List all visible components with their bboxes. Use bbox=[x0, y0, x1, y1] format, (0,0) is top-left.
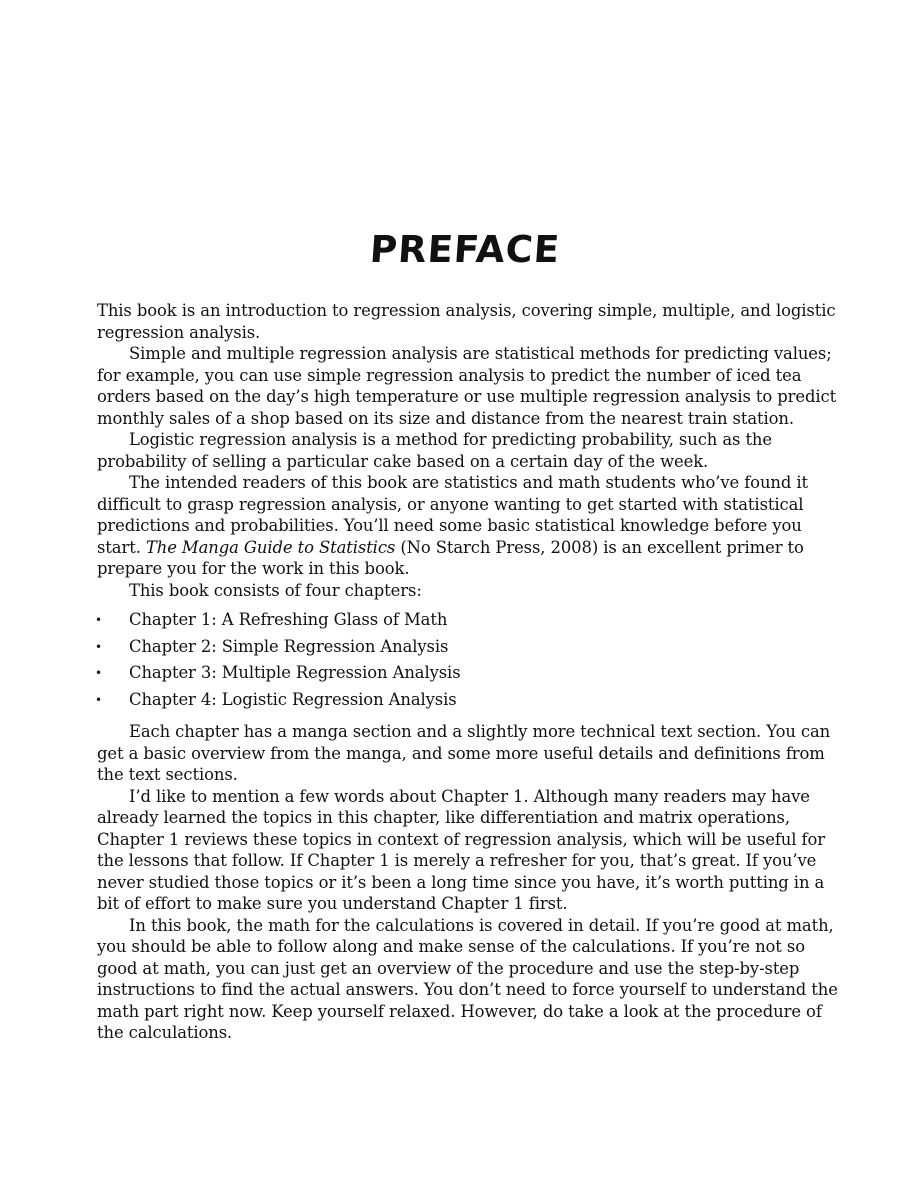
bullet-icon: • bbox=[95, 666, 102, 680]
paragraph-chapters-intro: This book consists of four chapters: bbox=[129, 580, 422, 600]
paragraph-math: In this book, the math for the calculations is covered in detail. If you’re good at math, you should be able to follow along and make sense of the calculations. If you’re not so good at math, you can just get an overview of the procedure and use the step-by-step instructions to find the actual answers. You don’t need to force yourself to understand the math part right now. Keep yourself relaxed. However, do take a look at the procedure of the calculations. bbox=[97, 915, 838, 1042]
list-item bbox=[97, 687, 839, 714]
paragraph-readers bbox=[97, 472, 839, 580]
chapter-label: Chapter 2: Simple Regression Analysis bbox=[129, 636, 449, 656]
list-item bbox=[97, 607, 839, 634]
readers-text-start: The intended readers of this book are statistics and math students who’ve found it difficult to grasp regression analysis, or anyone wanting to get started with statistical predictions and probabilities. You’ll need some basic statistical knowledge before you start. bbox=[97, 473, 808, 557]
page-title: PREFACE bbox=[368, 228, 562, 271]
paragraph-logistic: Logistic regression analysis is a method for predicting probability, such as the probability of selling a particular cake based on a certain day of the week. bbox=[97, 430, 772, 471]
chapter-list bbox=[97, 607, 839, 713]
chapter-label: Chapter 4: Logistic Regression Analysis bbox=[129, 689, 457, 709]
bullet-icon: • bbox=[95, 639, 102, 654]
list-item bbox=[97, 660, 839, 687]
bullet-icon: • bbox=[95, 692, 102, 707]
book-title-statistics: The Manga Guide to Statistics bbox=[145, 537, 396, 557]
bullet-icon: • bbox=[95, 613, 102, 627]
paragraph-chapter-one: I’d like to mention a few words about Chapter 1. Although many readers may have already learned the topics in this chapter, like differentiation and matrix operations, Chapter 1 reviews these topics in context of regression analysis, which will be useful for the lessons that follow. If Chapter 1 is merely a refresher for you, that’s great. If you’ve never studied those topics or it’s been a long time since you have, it’s worth putting in a bit of effort to make sure you understand Chapter 1 first. bbox=[97, 786, 825, 913]
paragraph-sections: Each chapter has a manga section and a slightly more technical text section. You can get a basic overview from the manga, and some more useful details and definitions from the text sections. bbox=[97, 722, 831, 784]
paragraph-simple-multiple: Simple and multiple regression analysis are statistical methods for predicting values; for example, you can use simple regression analysis to predict the number of iced tea orders based on the day’s high temperature or use multiple regression analysis to predict monthly sales of a shop based on its size and distance from the nearest train station. bbox=[97, 344, 837, 428]
chapter-label: Chapter 3: Multiple Regression Analysis bbox=[129, 663, 461, 682]
preface-body bbox=[97, 300, 839, 1044]
chapter-label: Chapter 1: A Refreshing Glass of Math bbox=[129, 610, 448, 629]
readers-text-end: (No Starch Press, 2008) is an excellent primer to prepare you for the work in this book. bbox=[97, 537, 804, 578]
paragraph-intro: This book is an introduction to regression analysis, covering simple, multiple, and logistic regression analysis. bbox=[97, 301, 836, 342]
list-item bbox=[97, 634, 839, 661]
